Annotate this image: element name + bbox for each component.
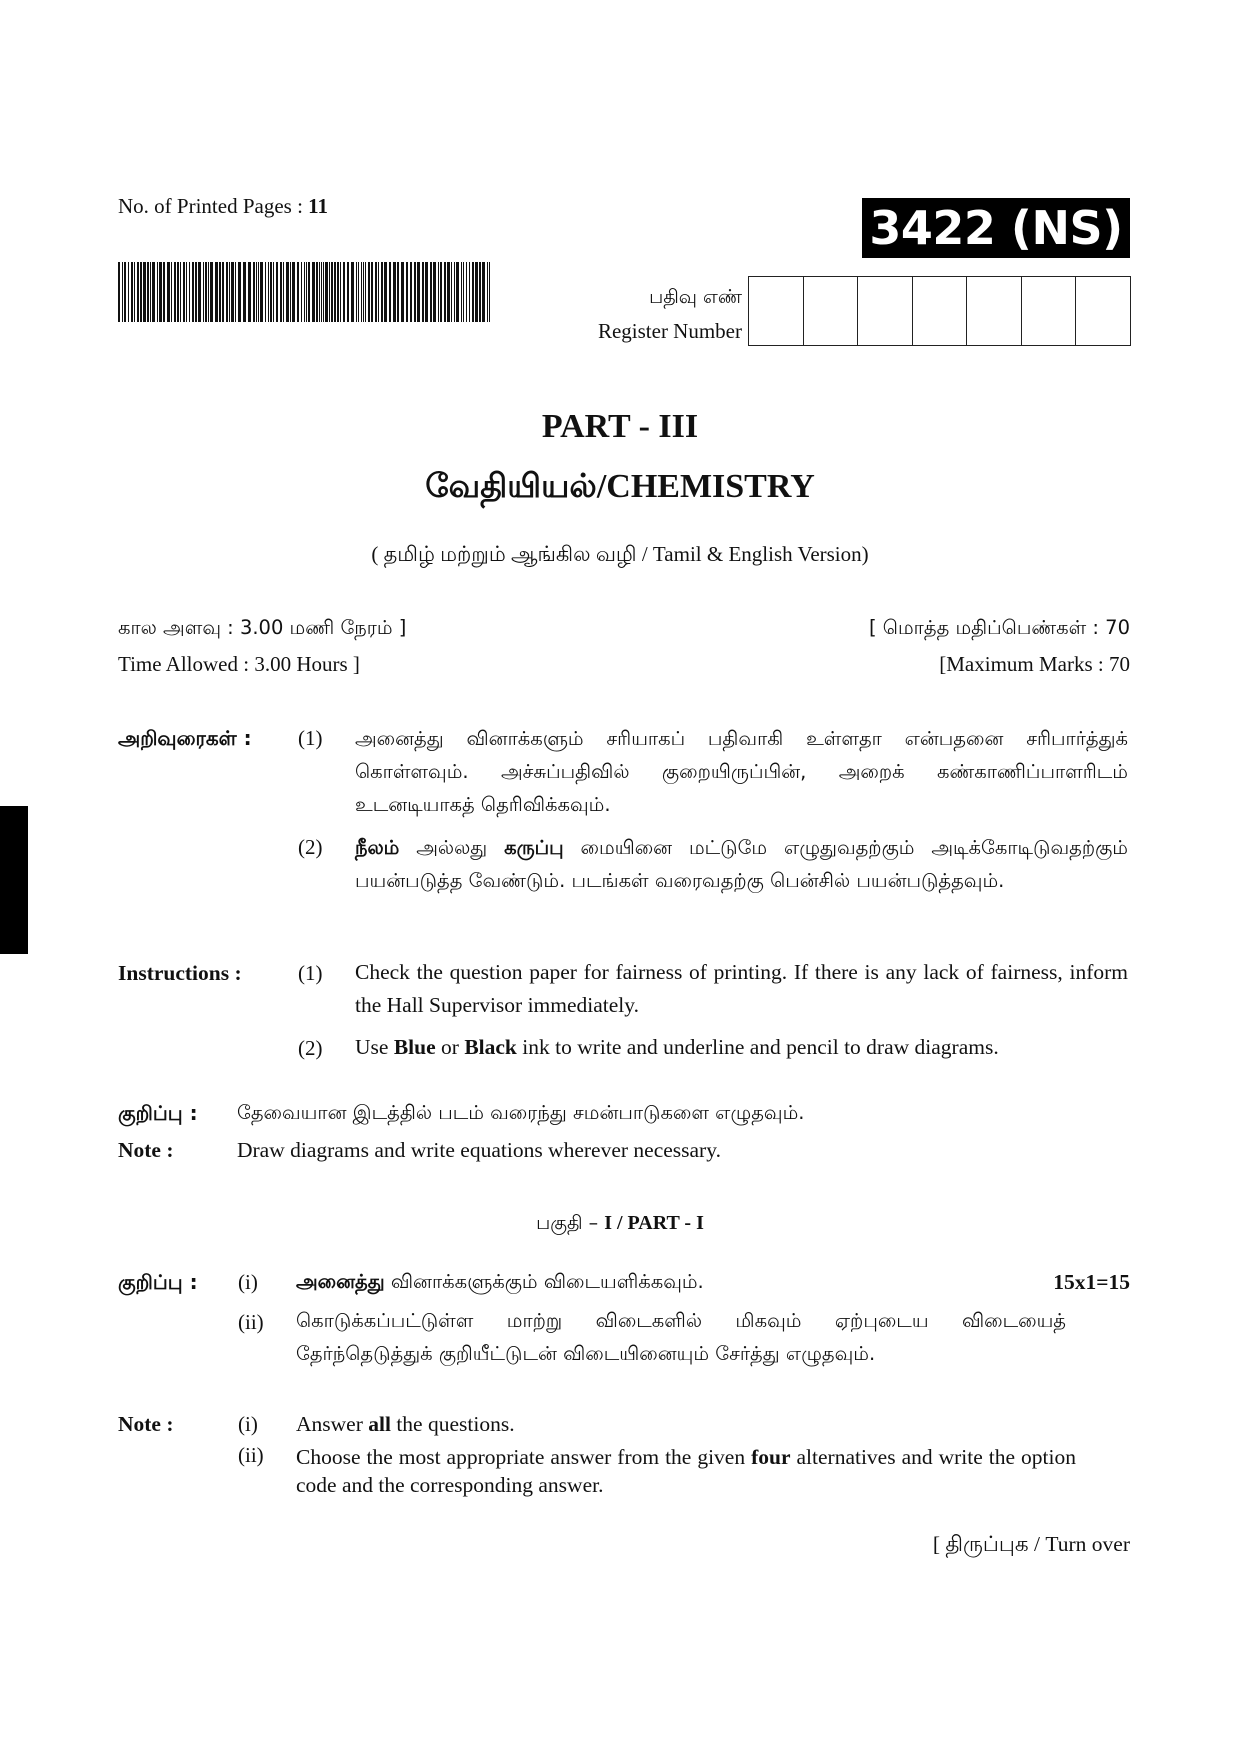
note-item-english-1: Answer all the questions. — [296, 1412, 515, 1436]
barcode-bar — [340, 262, 341, 322]
barcode-bar — [343, 262, 345, 322]
register-digit-box[interactable] — [1022, 277, 1077, 345]
barcode-bar — [183, 262, 185, 322]
barcode-bar — [306, 262, 307, 322]
section-heading: பகுதி – I / PART - I — [536, 1212, 704, 1234]
barcode-bar — [229, 262, 230, 322]
part-title: PART - III — [541, 408, 699, 445]
barcode-bar — [334, 262, 336, 322]
register-digit-box[interactable] — [913, 277, 968, 345]
barcode-bar — [174, 262, 176, 322]
barcode-bar — [397, 262, 399, 322]
barcode-bar — [425, 262, 428, 322]
barcode-bar — [308, 262, 310, 322]
barcode-bar — [454, 262, 455, 322]
barcode-bar — [304, 262, 305, 322]
barcode-bar — [150, 262, 151, 322]
note-label-english: Note : — [118, 1138, 174, 1162]
barcode-bar — [406, 262, 408, 322]
turn-over-note: [ திருப்புக / Turn over — [932, 1532, 1130, 1556]
note-item-tamil-1: அனைத்து வினாக்களுக்கும் விடையளிக்கவும். — [296, 1270, 704, 1293]
barcode-bar — [163, 262, 165, 322]
barcode-bar — [430, 262, 432, 322]
barcode-bar — [167, 262, 170, 322]
page-edge-marker — [0, 806, 28, 954]
barcode-bar — [371, 262, 373, 322]
barcode-bar — [280, 262, 282, 322]
note-item-number: (i) — [238, 1270, 258, 1294]
subject-title — [0, 466, 1240, 510]
barcode-bar — [210, 262, 213, 322]
barcode-bar — [203, 262, 204, 322]
barcode-bar — [401, 262, 404, 322]
barcode-bar — [312, 262, 315, 322]
register-digit-box[interactable] — [749, 277, 804, 345]
barcode-bar — [205, 262, 207, 322]
barcode-bar — [118, 262, 120, 322]
instructions-label-tamil: அறிவுரைகள் : — [118, 726, 252, 750]
register-number-boxes[interactable] — [748, 276, 1131, 346]
barcode-bar — [297, 262, 299, 322]
note-item-number: (ii) — [238, 1443, 264, 1467]
barcode-bar — [260, 262, 263, 322]
note-item-tamil-2: கொடுக்கப்பட்டுள்ள மாற்று விடைகளில் மிகவும் ஏற்புடைய விடையைத் தேர்ந்தெடுத்துக் குறியீட்டுடன் விடையினையும் சேர்த்து எழுதவும். — [296, 1309, 1066, 1365]
note-text-tamil: தேவையான இடத்தில் படம் வரைந்து சமன்பாடுகளை எழுதவும். — [237, 1101, 805, 1124]
register-label-tamil: பதிவு எண் — [649, 286, 742, 308]
barcode-bar — [171, 262, 172, 322]
note-label-tamil: குறிப்பு : — [118, 1270, 198, 1294]
time-allowed-english: Time Allowed : 3.00 Hours ] — [118, 652, 360, 676]
barcode-bar — [195, 262, 197, 322]
barcode-bar — [268, 262, 269, 322]
barcode-bar — [438, 262, 439, 322]
barcode-bar — [124, 262, 126, 322]
barcode-bar — [137, 262, 139, 322]
time-allowed-tamil: கால அளவு : 3.00 மணி நேரம் ] — [118, 616, 407, 639]
barcode-bar — [243, 262, 246, 322]
barcode-bar — [198, 262, 201, 322]
blue-word: நீலம் — [355, 836, 400, 859]
instruction-number: (1) — [298, 726, 323, 750]
barcode-bar — [215, 262, 218, 322]
barcode-bar — [351, 262, 354, 322]
barcode-bar — [381, 262, 383, 322]
barcode-bar — [378, 262, 379, 322]
barcode-bar — [301, 262, 302, 322]
barcode-bar — [440, 262, 442, 322]
barcode-bar — [122, 262, 123, 322]
barcode-bar — [248, 262, 251, 322]
barcode-bar — [487, 262, 488, 322]
barcode-bar — [375, 262, 377, 322]
max-marks-english: [Maximum Marks : 70 — [939, 652, 1130, 676]
instruction-tamil-2: நீலம் அல்லது கருப்பு மையினை மட்டுமே எழுதுவதற்கும் அடிக்கோடிடுவதற்கும் பயன்படுத்த வேண்டும். படங்கள் வரைவதற்கு பென்சில் பயன்படுத்தவும். — [355, 836, 1128, 892]
barcode-bar — [368, 262, 370, 322]
black-word: கருப்பு — [504, 836, 564, 859]
marks-allocation: 15x1=15 — [1053, 1270, 1130, 1294]
register-label-english: Register Number — [597, 319, 742, 343]
barcode-bar — [177, 262, 179, 322]
barcode-bar — [152, 262, 155, 322]
barcode-bar — [358, 262, 359, 322]
barcode-bar — [219, 262, 221, 322]
barcode-bar — [258, 262, 259, 322]
subject-english: /CHEMISTRY — [596, 468, 815, 505]
barcode-bar — [444, 262, 446, 322]
barcode-bar — [433, 262, 436, 322]
instruction-english-2: Use Blue or Black ink to write and underline and pencil to draw diagrams. — [355, 1035, 999, 1059]
barcode-bar — [222, 262, 224, 322]
register-digit-box[interactable] — [858, 277, 913, 345]
barcode-bar — [131, 262, 133, 322]
barcode-bar — [286, 262, 289, 322]
barcode-bar — [472, 262, 474, 322]
barcode-bar — [482, 262, 485, 322]
barcode-bar — [192, 262, 194, 322]
barcode-bar — [361, 262, 362, 322]
barcode-bar — [356, 262, 357, 322]
register-digit-box[interactable] — [967, 277, 1022, 345]
subject-tamil: வேதியியல் — [425, 466, 597, 505]
barcode-bar — [389, 262, 391, 322]
barcode-bar — [256, 262, 257, 322]
barcode-bar — [273, 262, 274, 322]
barcode-bar — [238, 262, 241, 322]
barcode-bar — [363, 262, 364, 322]
barcode-bar — [414, 262, 416, 322]
barcode-bar — [140, 262, 142, 322]
barcode-bar — [147, 262, 149, 322]
barcode-bar — [365, 262, 366, 322]
barcode-bar — [475, 262, 478, 322]
note-item-number: (i) — [238, 1412, 258, 1436]
barcode-bar — [128, 262, 129, 322]
max-marks-tamil: [ மொத்த மதிப்பெண்கள் : 70 — [869, 616, 1130, 639]
barcode-bar — [270, 262, 272, 322]
barcode-bar — [276, 262, 278, 322]
barcode-bar — [325, 262, 328, 322]
barcode-bar — [226, 262, 228, 322]
barcode-bar — [463, 262, 464, 322]
instruction-number: (2) — [298, 1036, 323, 1060]
instruction-tamil-1: அனைத்து வினாக்களும் சரியாகப் பதிவாகி உள்ளதா என்பதனை சரிபார்த்துக் கொள்ளவும். அச்சுப்பதிவில் குறையிருப்பின், அறைக் கண்காணிப்பாளரிடம் உடனடியாகத் தெரிவிக்கவும். — [355, 727, 1128, 816]
barcode-bar — [337, 262, 339, 322]
barcode-bar — [143, 262, 146, 322]
barcode-bar — [316, 262, 318, 322]
barcode-bar — [290, 262, 291, 322]
barcode-bar — [235, 262, 236, 322]
barcode-bar — [253, 262, 255, 322]
barcode-bar — [489, 262, 490, 322]
barcode-bar — [159, 262, 162, 322]
barcode-bar — [319, 262, 320, 322]
barcode-bar — [134, 262, 135, 322]
barcode-image — [118, 262, 490, 322]
paper-code: 3422 (NS) — [862, 198, 1130, 258]
barcode-bar — [456, 262, 459, 322]
barcode-bar — [323, 262, 324, 322]
barcode-bar — [466, 262, 467, 322]
barcode-bar — [231, 262, 234, 322]
instruction-number: (2) — [298, 835, 323, 859]
register-digit-box[interactable] — [804, 277, 859, 345]
note-item-number: (ii) — [238, 1310, 264, 1334]
register-number-label — [520, 280, 742, 348]
barcode-bar — [186, 262, 187, 322]
barcode-bar — [283, 262, 284, 322]
printed-pages-count: 11 — [308, 194, 328, 218]
barcode-bar — [321, 262, 322, 322]
barcode-bar — [292, 262, 295, 322]
note-text-english: Draw diagrams and write equations wherever necessary. — [237, 1138, 721, 1162]
barcode-bar — [208, 262, 209, 322]
register-digit-box[interactable] — [1076, 277, 1131, 345]
note-item-english-2: Choose the most appropriate answer from the given four alternatives and write the option code and the corresponding answer. — [296, 1445, 1076, 1497]
barcode-bar — [347, 262, 349, 322]
instruction-english-1: Check the question paper for fairness of printing. If there is any lack of fairness, inform the Hall Supervisor immediately. — [355, 960, 1128, 1017]
barcode-bar — [451, 262, 452, 322]
barcode-bar — [384, 262, 387, 322]
barcode-bar — [469, 262, 470, 322]
barcode-bar — [479, 262, 481, 322]
instructions-label-english: Instructions : — [118, 961, 242, 985]
barcode-bar — [180, 262, 181, 322]
instruction-number: (1) — [298, 961, 323, 985]
barcode-bar — [331, 262, 333, 322]
note-label-english: Note : — [118, 1412, 174, 1436]
barcode-bar — [422, 262, 424, 322]
barcode-bar — [329, 262, 330, 322]
barcode-bar — [157, 262, 158, 322]
barcode-bar — [461, 262, 462, 322]
barcode-bar — [265, 262, 266, 322]
barcode-bar — [410, 262, 412, 322]
barcode-bar — [417, 262, 420, 322]
barcode-bar — [393, 262, 396, 322]
note-label-tamil: குறிப்பு : — [118, 1101, 198, 1125]
version-line: ( தமிழ் மற்றும் ஆங்கில வழி / Tamil & English Version) — [371, 542, 869, 566]
barcode-bar — [447, 262, 450, 322]
printed-pages: No. of Printed Pages : 11 — [118, 194, 328, 218]
barcode-bar — [189, 262, 190, 322]
